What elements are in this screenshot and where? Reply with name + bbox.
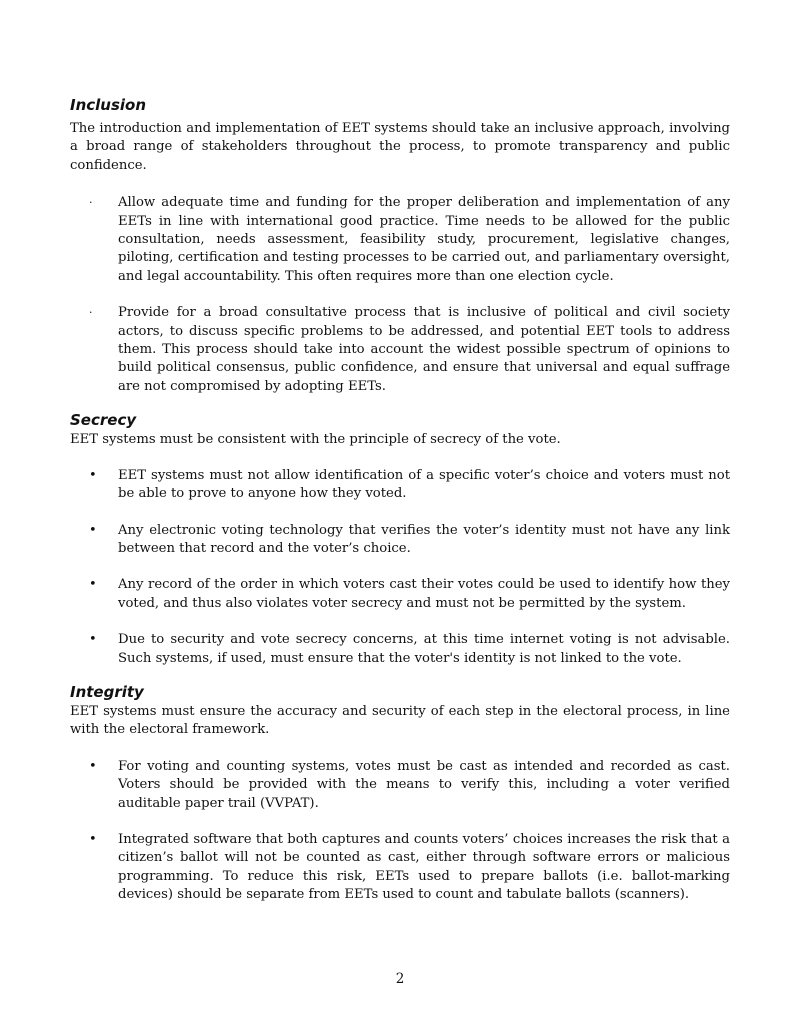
bullet-dot-icon: · — [89, 196, 93, 210]
section-heading-inclusion: Inclusion — [70, 96, 147, 114]
list-item-text: EET systems must not allow identification of a specific voter’s choice and voters must not be able to prove to anyone how they voted. — [118, 467, 730, 502]
section-heading-integrity: Integrity — [70, 682, 144, 701]
list-item — [70, 304, 730, 396]
section-secrecy — [70, 410, 730, 668]
list-item-text: Provide for a broad consultative process that is inclusive of political and civil society actors, to discuss specific problems to be addressed, and potential EET tools to address them. This process should take into account the widest possible spectrum of opinions to build political consensus, public confidence, and ensure that universal and equal suffrage are not compromised by adopting EETs. — [118, 305, 730, 394]
page-number: 2 — [395, 971, 405, 987]
section-intro-inclusion: The introduction and implementation of EET systems should take an inclusive approach, involving a broad range of stakeholders throughout the process, to promote transparency and public confidence. — [70, 121, 730, 173]
bullet-list-secrecy — [70, 467, 730, 668]
bullet-dot-icon: · — [89, 306, 93, 320]
section-integrity — [70, 682, 730, 905]
section-inclusion — [70, 95, 730, 396]
list-item-text: Allow adequate time and funding for the proper deliberation and implementation of any EETs in line with international good practice. Time needs to be allowed for the public consultation, needs assessment, feasibility study, procurement, legislative changes, piloting, certification and testing processes to be carried out, and parliamentary oversight, and legal accountability. This often requires more than one election cycle. — [118, 195, 730, 284]
section-heading-secrecy: Secrecy — [70, 411, 137, 430]
list-item — [70, 631, 730, 668]
bullet-disc-icon: • — [89, 467, 97, 483]
bullet-list-integrity — [70, 758, 730, 905]
bullet-disc-icon: • — [89, 577, 97, 593]
list-item — [70, 467, 730, 504]
list-item — [70, 522, 730, 559]
bullet-disc-icon: • — [89, 522, 97, 538]
list-item-text: Any electronic voting technology that verifies the voter’s identity must not have any link between that record and the voter’s choice. — [118, 522, 730, 556]
list-item — [70, 831, 730, 905]
list-item-text: For voting and counting systems, votes must be cast as intended and recorded as cast. Voters should be provided with the means to verify this, including a voter verified auditable paper trail (VVPAT). — [118, 758, 730, 811]
bullet-disc-icon: • — [89, 632, 97, 648]
list-item-text: Integrated software that both captures and counts voters’ choices increases the risk that a citizen’s ballot will not be counted as cast, either through software errors or malicious programming. To reduce this risk, EETs used to prepare ballots (i.e. ballot-marking devices) should be separate from EETs used to count and tabulate ballots (scanners). — [118, 831, 730, 903]
list-item — [70, 576, 730, 613]
bullet-disc-icon: • — [89, 831, 97, 847]
bullet-disc-icon: • — [89, 758, 97, 774]
list-item-text: Due to security and vote secrecy concerns, at this time internet voting is not advisable. Such systems, if used, must ensure that the voter's identity is not linked to the vote. — [118, 632, 730, 666]
document-page — [70, 95, 730, 905]
section-intro-integrity: EET systems must ensure the accuracy and security of each step in the electoral process, in line with the electoral framework. — [70, 703, 730, 738]
list-item — [70, 758, 730, 813]
list-item — [70, 194, 730, 286]
bullet-list-inclusion — [70, 194, 730, 396]
section-intro-secrecy: EET systems must be consistent with the principle of secrecy of the vote. — [70, 432, 561, 448]
list-item-text: Any record of the order in which voters cast their votes could be used to identify how they voted, and thus also violates voter secrecy and must not be permitted by the system. — [118, 577, 730, 611]
